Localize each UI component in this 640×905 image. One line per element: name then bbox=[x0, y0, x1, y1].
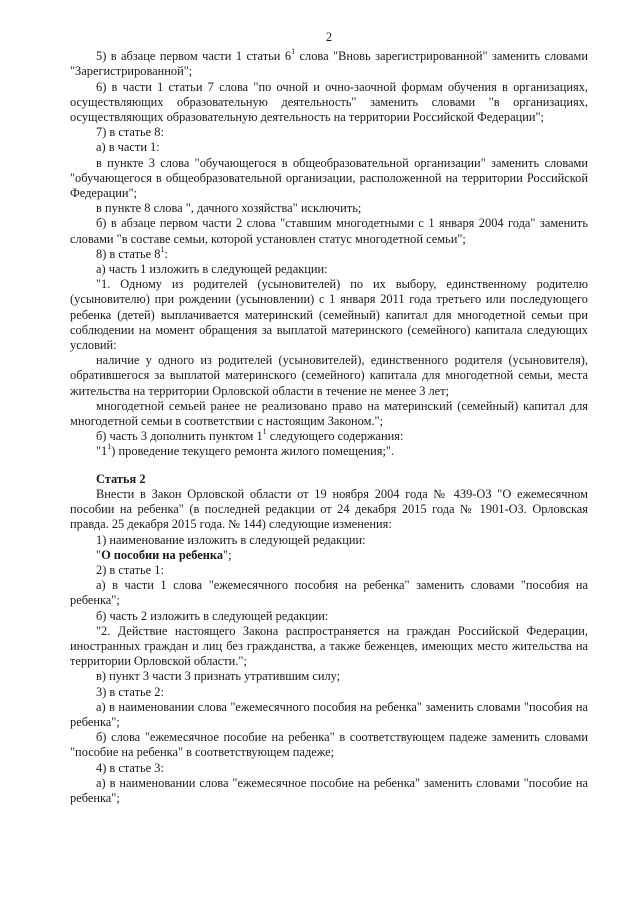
article-2-heading: Статья 2 bbox=[96, 471, 146, 486]
amendment-paragraph: 4) в статье 3: bbox=[96, 760, 164, 775]
amendment-paragraph: 6) в части 1 статьи 7 слова "по очной и очно-заочной формам обучения в организациях, осуществляющих образовательную деятельность" заменить словами "в организациях, осуществляющих образовательную деятельность на территории Российской Федерации"; bbox=[70, 79, 588, 125]
amendment-paragraph: б) слова "ежемесячное пособие на ребенка" в соответствующем падеже заменить словами "пособие на ребенка" в соответствующем падеже; bbox=[70, 730, 588, 760]
amendment-paragraph: 3) в статье 2: bbox=[96, 684, 164, 699]
article-1-amendments bbox=[70, 49, 588, 459]
amendment-paragraph: б) часть 2 изложить в следующей редакции: bbox=[96, 608, 329, 623]
amendment-paragraph: а) в наименовании слова "ежемесячное пособие на ребенка" заменить словами "пособие на ребенка"; bbox=[70, 775, 588, 805]
amendment-paragraph: 5) в абзаце первом части 1 статьи $6^1$ слова "Вновь зарегистрированной" заменить словами "Зарегистрированной"; bbox=[70, 47, 589, 79]
article-2-amendments bbox=[70, 487, 588, 806]
amendment-paragraph: а) в части 1 слова "ежемесячного пособия на ребенка" заменить словами "пособия на ребенка"; bbox=[70, 578, 588, 608]
amendment-paragraph: 7) в статье 8: bbox=[96, 125, 164, 140]
amendment-paragraph: "О пособии на ребенка"; bbox=[96, 547, 232, 562]
amendment-paragraph: б) часть 3 дополнить пунктом $1^1$ следующего содержания: bbox=[96, 427, 404, 444]
amendment-paragraph: в пункте 3 слова "обучающегося в общеобразовательной организации" заменить словами "обучающегося в общеобразовательной организации, расположенной на территории Российской Федерации"; bbox=[70, 155, 588, 201]
amendment-paragraph: 2) в статье 1: bbox=[96, 562, 164, 577]
amendment-paragraph: наличие у одного из родителей (усыновителей), единственного родителя (усыновителя), обратившегося за выплатой материнского (семейного) капитала для многодетной семьи, места жительства на территории Орловской области в течение не менее 3 лет; bbox=[70, 353, 588, 398]
amendment-paragraph: а) часть 1 изложить в следующей редакции: bbox=[96, 262, 328, 277]
amendment-paragraph: многодетной семьей ранее не реализовано право на материнский (семейный) капитал для многодетной семьи в соответствии с настоящим Законом."; bbox=[70, 398, 588, 429]
amendment-paragraph: а) в наименовании слова "ежемесячного пособия на ребенка" заменить словами "пособия на ребенка"; bbox=[70, 699, 588, 729]
document-page bbox=[70, 30, 588, 806]
amendment-paragraph: "2. Действие настоящего Закона распространяется на граждан Российской Федерации, иностранных граждан и лиц без гражданства, а также беженцев, имеющих место жительства на территории Орловской области."; bbox=[70, 623, 588, 669]
amendment-paragraph: в) пункт 3 части 3 признать утратившим силу; bbox=[96, 669, 341, 684]
amendment-paragraph: в пункте 8 слова ", дачного хозяйства" исключить; bbox=[96, 201, 362, 216]
amendment-paragraph: 8) в статье $8^1$: bbox=[96, 244, 168, 261]
page-number: 2 bbox=[325, 30, 333, 44]
amendment-paragraph: "1. Одному из родителей (усыновителей) по их выбору, единственному родителю (усыновителю) при рождении (усыновлении) с 1 января 2011 года третьего или последующего ребенка (детей) выплачивается материнский (семейный) капитал для многодетной семьи при соблюдении на момент обращения за выплатой материнского (семейного) капитала следующих условий: bbox=[70, 277, 588, 353]
amendment-paragraph: б) в абзаце первом части 2 слова "ставшим многодетными с 1 января 2004 года" заменить словами "в составе семьи, которой установлен статус многодетной семьи"; bbox=[70, 216, 588, 246]
amendment-paragraph: 1) наименование изложить в следующей редакции: bbox=[96, 532, 366, 547]
amendment-paragraph: "$1^1$) проведение текущего ремонта жилого помещения;". bbox=[96, 442, 395, 459]
amendment-paragraph: а) в части 1: bbox=[96, 140, 160, 155]
amendment-paragraph: Внести в Закон Орловской области от 19 ноября 2004 года № 439-ОЗ "О ежемесячном пособии на ребенка" (в последней редакции от 24 декабря 2015 года № 1901-ОЗ. Орловская правда. 25 декабря 2015 года. № 144) следующие изменения: bbox=[70, 486, 588, 532]
